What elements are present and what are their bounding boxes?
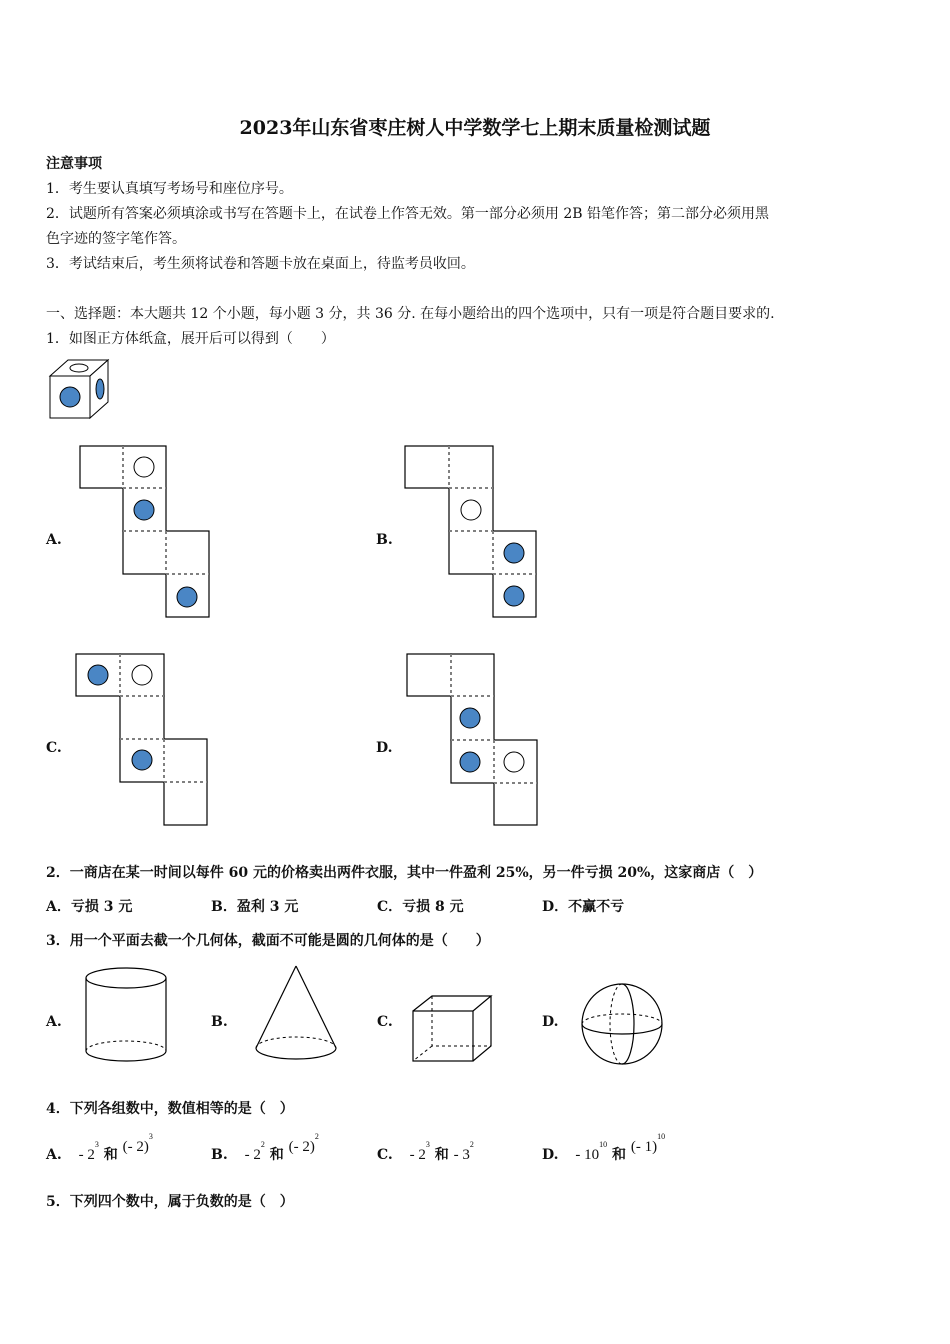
expr: - $3^2$	[453, 1140, 474, 1163]
question-5-stem: 5．下列四个数中，属于负数的是（ ）	[46, 1194, 294, 1210]
q1-option-a-net[interactable]	[80, 446, 210, 618]
q4-option-d-label: D.	[542, 1147, 559, 1163]
q1-option-d-label: D.	[376, 740, 393, 756]
q3-option-a-label: A.	[46, 1014, 62, 1030]
q2-option-a[interactable]: A．亏损 3 元	[46, 899, 133, 915]
q1-option-a-label: A.	[46, 532, 62, 548]
and-word: 和	[269, 1147, 284, 1163]
q4-option-b-label: B.	[211, 1147, 228, 1163]
and-word: 和	[612, 1147, 627, 1163]
page-title: 2023年山东省枣庄树人中学数学七上期末质量检测试题	[239, 117, 711, 139]
q4-option-b[interactable]	[211, 1132, 319, 1164]
q4-option-c-label: C.	[377, 1147, 393, 1163]
q2-option-c[interactable]: C．亏损 8 元	[377, 899, 464, 915]
question-2-stem: 2．一商店在某一时间以每件 60 元的价格卖出两件衣服，其中一件盈利 25%，另一件亏损 20%，这家商店（ ）	[46, 865, 763, 881]
q4-option-a[interactable]	[46, 1132, 153, 1164]
q1-option-b-label: B.	[376, 532, 393, 548]
q4-option-d[interactable]	[542, 1132, 666, 1164]
expr: - $10^{10}$	[575, 1140, 608, 1163]
q2-option-b[interactable]: B．盈利 3 元	[211, 899, 299, 915]
expr: - $2^2$	[244, 1140, 265, 1163]
section-heading: 一、选择题：本大题共 12 个小题，每小题 3 分，共 36 分. 在每小题给出的四个选项中，只有一项是符合题目要求的.	[46, 306, 775, 322]
notice-heading: 注意事项	[46, 156, 102, 172]
question-3-stem: 3．用一个平面去截一个几何体，截面不可能是圆的几何体的是（ ）	[46, 933, 490, 949]
q1-option-d-net[interactable]	[407, 654, 539, 826]
cone-figure[interactable]	[254, 964, 340, 1064]
q3-option-d-label: D.	[542, 1014, 559, 1030]
question-1-stem: 1．如图正方体纸盒，展开后可以得到（ ）	[46, 331, 335, 347]
cylinder-figure[interactable]	[84, 966, 170, 1066]
q1-option-c-label: C.	[46, 740, 62, 756]
q3-option-b-label: B.	[211, 1014, 228, 1030]
cube-figure	[48, 358, 110, 420]
notice-item: 3．考试结束后，考生须将试卷和答题卡放在桌面上，待监考员收回。	[46, 256, 475, 272]
and-word: 和	[434, 1147, 449, 1163]
and-word: 和	[103, 1147, 118, 1163]
sphere-figure[interactable]	[580, 982, 666, 1068]
q4-option-c[interactable]	[377, 1140, 474, 1164]
q4-option-a-label: A.	[46, 1147, 62, 1163]
notice-item: 2．试题所有答案必须填涂或书写在答题卡上，在试卷上作答无效。第一部分必须用 2B 铅笔作答；第二部分必须用黑	[46, 206, 769, 222]
q2-option-d[interactable]: D．不赢不亏	[542, 899, 625, 915]
expr: (- 2)$^2$	[288, 1132, 319, 1155]
notice-item: 色字迹的签字笔作答。	[46, 231, 186, 247]
expr: - $2^3$	[409, 1140, 430, 1163]
cube-wire-figure[interactable]	[410, 994, 494, 1064]
q3-option-c-label: C.	[377, 1014, 393, 1030]
expr: (- 2)$^3$	[122, 1132, 153, 1155]
question-4-stem: 4．下列各组数中，数值相等的是（ ）	[46, 1101, 294, 1117]
expr: (- 1)$^{10}$	[630, 1132, 666, 1155]
q1-option-c-net[interactable]	[76, 654, 208, 826]
q1-option-b-net[interactable]	[405, 446, 537, 618]
notice-item: 1．考生要认真填写考场号和座位序号。	[46, 181, 293, 197]
expr: - $2^3$	[78, 1140, 99, 1163]
